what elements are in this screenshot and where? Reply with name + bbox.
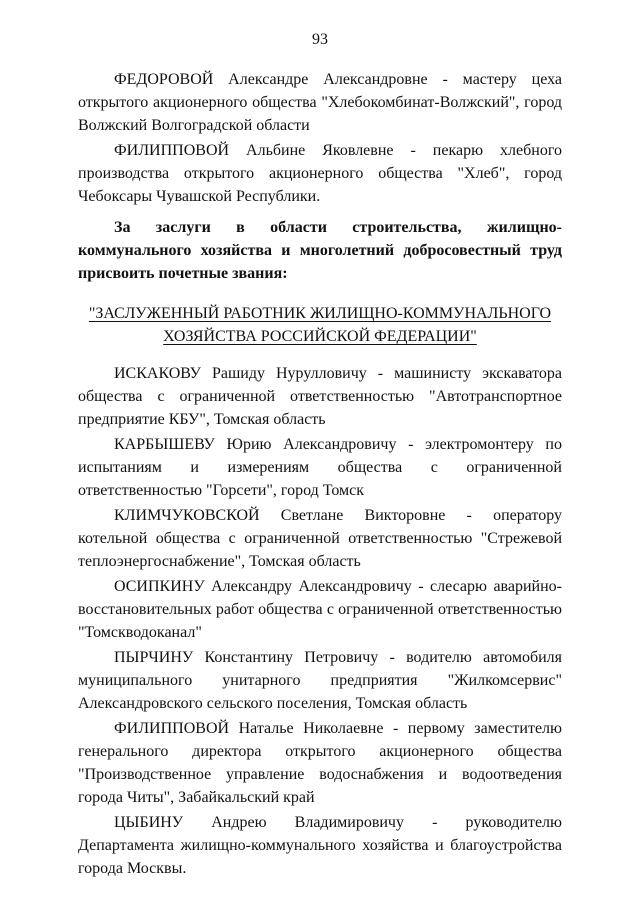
- decree-lead-paragraph: За заслуги в области строительства, жилищно-коммунального хозяйства и многолетний добросовестный труд присвоить почетные звания:: [78, 219, 562, 282]
- award-paragraph: ФИЛИППОВОЙ Альбине Яковлевне - пекарю хлебного производства открытого акционерного общества "Хлеб", город Чебоксары Чувашской Республики.: [78, 142, 562, 205]
- award-paragraph: ПЫРЧИНУ Константину Петровичу - водителю автомобиля муниципального унитарного предприятия "Жилкомсервис" Александровского сельского поселения, Томская область: [78, 649, 562, 712]
- award-paragraph: ФЕДОРОВОЙ Александре Александровне - мастеру цеха открытого акционерного общества "Хлебокомбинат-Волжский", город Волжский Волгоградской области: [78, 71, 562, 134]
- award-paragraph: ИСКАКОВУ Рашиду Нурулловичу - машинисту экскаватора общества с ограниченной ответственностью "Автотранспортное предприятие КБУ", Томская область: [78, 365, 562, 428]
- awards-top-section: [78, 68, 562, 208]
- honorary-title-line-2: ХОЗЯЙСТВА РОССИЙСКОЙ ФЕДЕРАЦИИ": [163, 328, 477, 345]
- decree-lead-section: [78, 216, 562, 285]
- page-number: 93: [312, 31, 328, 48]
- honorary-title-line-1: "ЗАСЛУЖЕННЫЙ РАБОТНИК ЖИЛИЩНО-КОММУНАЛЬНОГО: [88, 305, 552, 322]
- awards-main-section: [78, 362, 562, 880]
- award-paragraph: ЦЫБИНУ Андрею Владимировичу - руководителю Департамента жилищно-коммунального хозяйства и благоустройства города Москвы.: [78, 814, 562, 877]
- award-paragraph: ФИЛИППОВОЙ Наталье Николаевне - первому заместителю генерального директора открытого акционерного общества "Производственное управление водоснабжения и водоотведения города Читы", Забайкальский край: [78, 720, 562, 806]
- award-paragraph: КЛИМЧУКОВСКОЙ Светлане Викторовне - оператору котельной общества с ограниченной ответственностью "Стрежевой теплоэнергоснабжение", Томская область: [78, 507, 562, 570]
- award-paragraph: КАРБЫШЕВУ Юрию Александровичу - электромонтеру по испытаниям и измерениям общества с ограниченной ответственностью "Горсети", город Томск: [78, 436, 562, 499]
- award-paragraph: ОСИПКИНУ Александру Александровичу - слесарю аварийно-восстановительных работ общества с ограниченной ответственностью "Томскводоканал": [78, 578, 562, 641]
- honorary-title-heading: [78, 302, 562, 348]
